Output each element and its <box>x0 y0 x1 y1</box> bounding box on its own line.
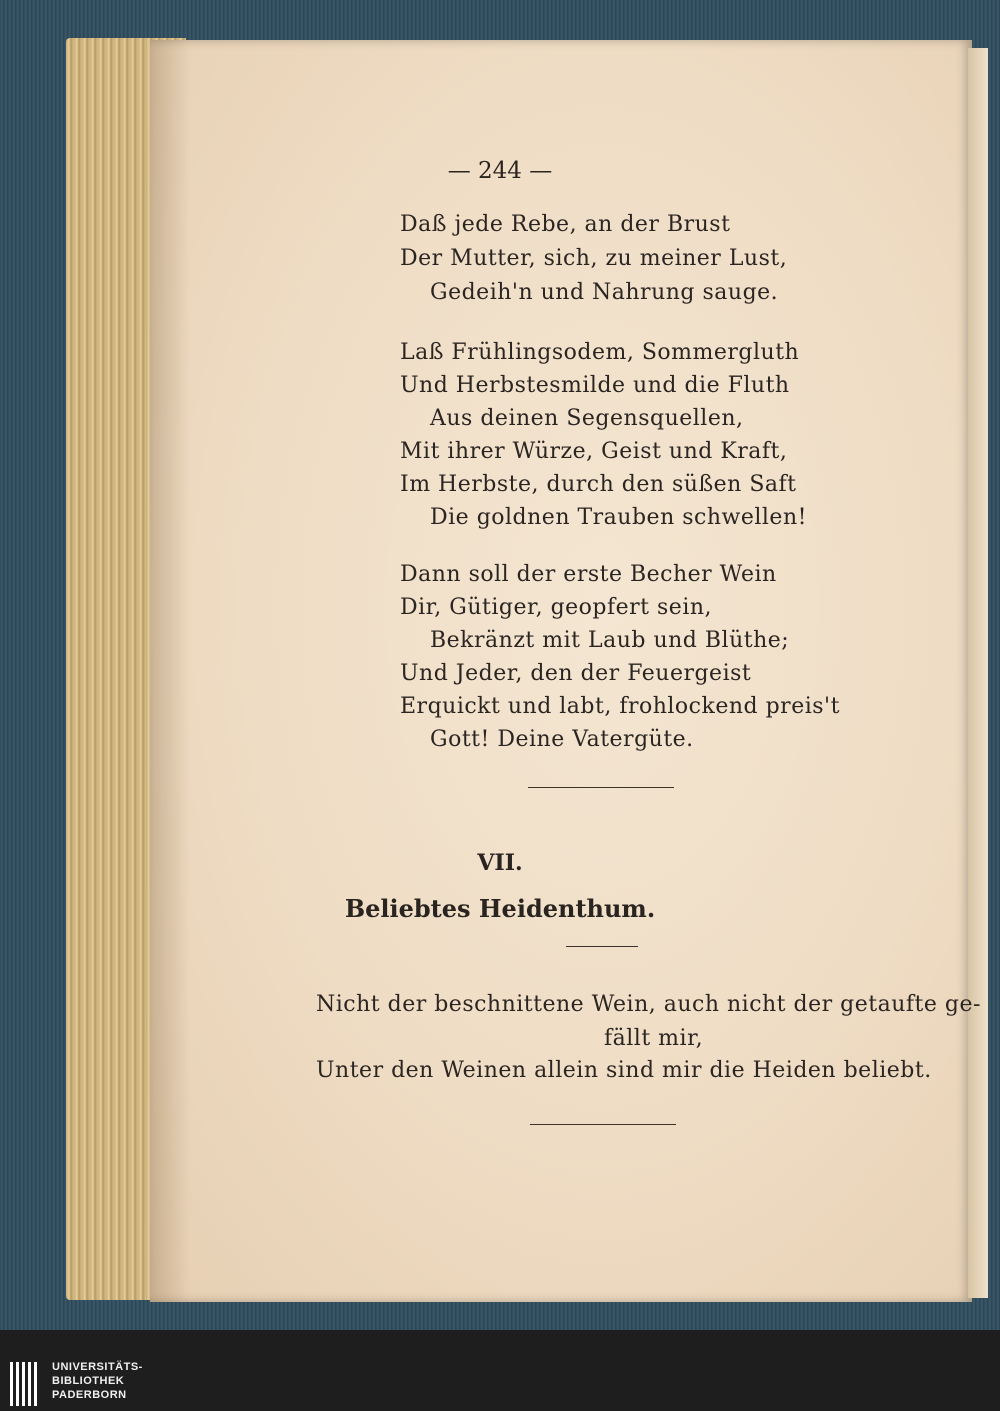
library-name-line3: PADERBORN <box>52 1389 127 1401</box>
poem-line: Bekränzt mit Laub und Blüthe; <box>430 628 790 653</box>
poem-line: Gott! Deine Vatergüte. <box>430 727 694 752</box>
poem-line: Gedeih'n und Nahrung sauge. <box>430 280 779 305</box>
poem-line: Dir, Gütiger, geopfert sein, <box>400 595 713 620</box>
poem-line: Und Jeder, den der Feuergeist <box>400 661 752 686</box>
epigram-line: Unter den Weinen allein sind mir die Heiden beliebt. <box>316 1058 932 1083</box>
epigram-line: Nicht der beschnittene Wein, auch nicht der getaufte ge- <box>316 992 981 1017</box>
epigram-line: fällt mir, <box>604 1026 704 1051</box>
library-logo-icon <box>10 1362 40 1406</box>
poem-line: Laß Frühlingsodem, Sommergluth <box>400 340 800 365</box>
section-title: Beliebtes Heidenthum. <box>344 894 656 923</box>
title-divider <box>566 946 638 947</box>
poem-line: Im Herbste, durch den süßen Saft <box>400 472 797 497</box>
library-footer <box>0 1330 1000 1411</box>
library-name-line1: UNIVERSITÄTS- <box>52 1361 143 1373</box>
closing-divider <box>530 1124 676 1125</box>
poem-line: Mit ihrer Würze, Geist und Kraft, <box>400 439 788 464</box>
poem-line: Daß jede Rebe, an der Brust <box>400 212 731 237</box>
poem-line: Und Herbstesmilde und die Fluth <box>400 373 790 398</box>
section-divider <box>528 787 674 788</box>
poem-line: Erquickt und labt, frohlockend preis't <box>400 694 840 719</box>
library-name-line2: BIBLIOTHEK <box>52 1375 125 1387</box>
facing-page-edge <box>968 48 988 1298</box>
poem-line: Die goldnen Trauben schwellen! <box>430 505 807 530</box>
section-number: VII. <box>477 850 523 876</box>
page-number: — 244 — <box>447 158 553 184</box>
poem-line: Der Mutter, sich, zu meiner Lust, <box>400 246 788 271</box>
poem-line: Aus deinen Segensquellen, <box>430 406 744 431</box>
poem-line: Dann soll der erste Becher Wein <box>400 562 777 587</box>
